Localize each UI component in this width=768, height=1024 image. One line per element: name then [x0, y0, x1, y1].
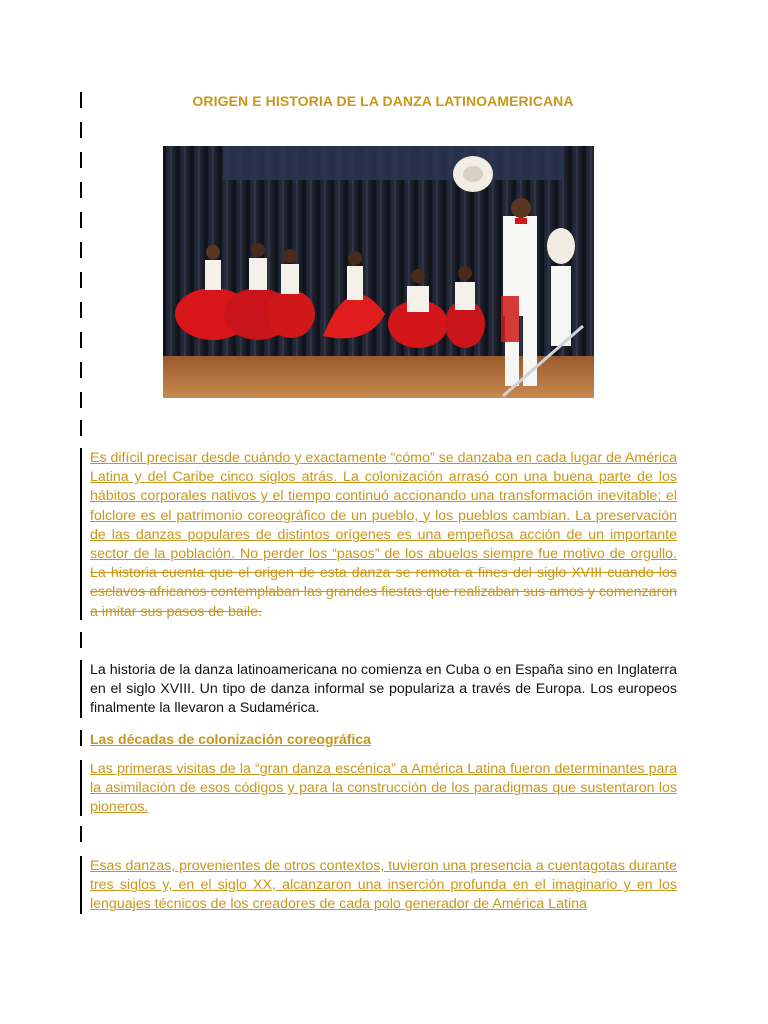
change-bar [80, 362, 82, 378]
change-bar [80, 182, 82, 198]
change-bar [80, 632, 82, 648]
change-bar [80, 302, 82, 318]
change-bar [80, 92, 82, 108]
change-bar [80, 152, 82, 168]
deleted-text: La historia cuenta que el origen de esta danza se remota a fines del siglo XVIII cuando los esclavos africanos contemplaban las grandes fiestas que realizaban sus amos y comenzaron a imitar sus pasos de baile. [90, 565, 677, 620]
dance-photo [163, 146, 594, 398]
inserted-text: Es difícil precisar desde cuándo y exactamente “cómo” se danzaba en cada lugar de América Latina y del Caribe cinco siglos atrás. La colonización arrasó con una buena parte de los hábitos corporales nativos y el tiempo continuó accionando una transformación inevitable; el folclore es el patrimonio coreográfico de un pueblo, y los pueblos cambian. La preservación de las danzas populares de distintos orígenes es una empeñosa acción de un importante sector de la población. No perder los “pasos” de los abuelos siempre fue motivo de orgullo. [90, 450, 677, 563]
change-bar [80, 730, 82, 746]
change-bar [80, 122, 82, 138]
change-bar [80, 332, 82, 348]
section-heading: Las décadas de colonización coreográfica [90, 731, 371, 747]
change-bar [80, 448, 82, 620]
paragraph-dances: Esas danzas, provenientes de otros contextos, tuvieron una presencia a cuentagotas durante tres siglos y, en el siglo XX, alcanzaron una inserción profunda en el imaginario y en los lenguajes técnicos de los creadores de cada polo generador de América Latina [90, 858, 677, 913]
change-bar [80, 272, 82, 288]
change-bar [80, 826, 82, 842]
change-bar [80, 392, 82, 408]
paragraph-first-visits: Las primeras visitas de la “gran danza escénica” a América Latina fueron determinantes para la asimilación de esos códigos y para la construcción de los paradigmas que sustentaron los pioneros. [90, 761, 677, 816]
change-bar [80, 420, 82, 436]
paragraph-history: La historia de la danza latinoamericana no comienza en Cuba o en España sino en Inglaterra en el siglo XVIII. Un tipo de danza informal se populariza a través de Europa. Los europeos finalmente la llevaron a Sudamérica. [90, 662, 677, 717]
change-bar [80, 660, 82, 718]
document-title: ORIGEN E HISTORIA DE LA DANZA LATINOAMERICANA [192, 93, 574, 109]
paragraph-intro [90, 449, 677, 622]
change-bar [80, 856, 82, 914]
change-bar [80, 212, 82, 228]
change-bar [80, 760, 82, 816]
change-bar [80, 242, 82, 258]
